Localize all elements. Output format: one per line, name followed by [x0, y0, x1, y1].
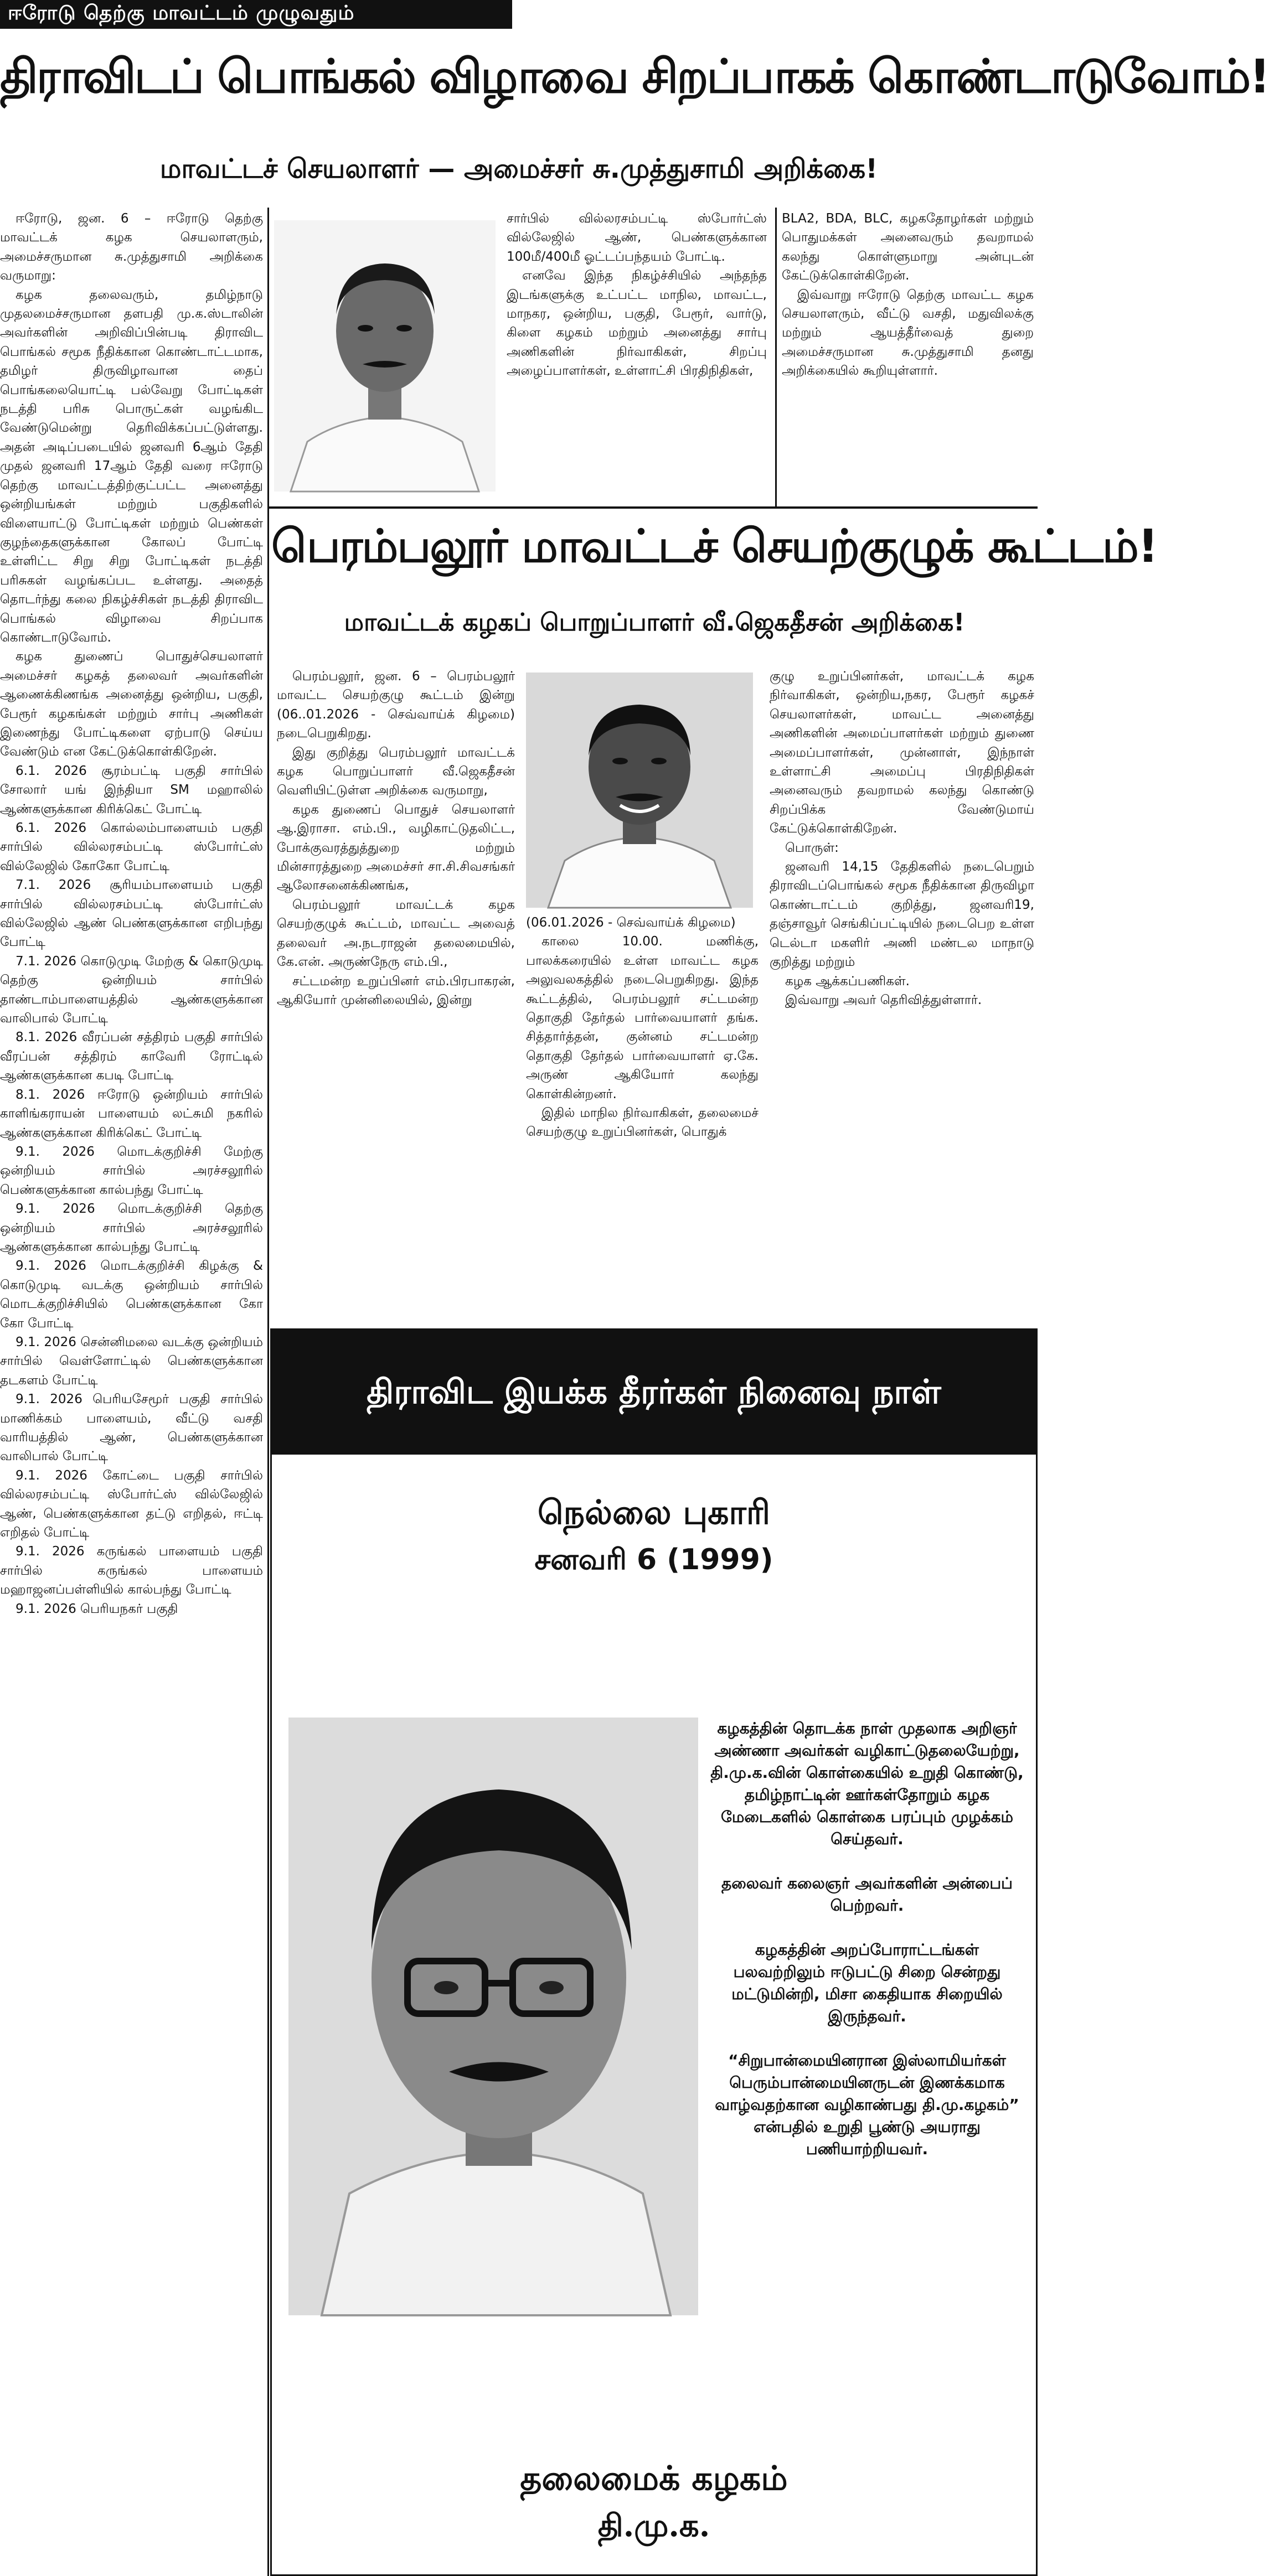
event-item: 9.1. 2026 மொடக்குறிச்சி கிழக்கு & கொடுமுடி வடக்கு ஒன்றியம் சார்பில் மொடக்குறிச்சியில் பெண்களுக்கான கோ கோ போட்டி	[0, 1259, 263, 1331]
event-item: 9.1. 2026 கருங்கல் பாளையம் பகுதி சார்பில் கருங்கல் பாளையம் மஹாஜனப்பள்ளியில் கால்பந்து போட்டி	[0, 1544, 263, 1597]
article2-headline: பெரம்பலூர் மாவட்டச் செயற்குழுக் கூட்டம்!	[271, 520, 1158, 573]
article2-paragraph: இது குறித்து பெரம்பலூர் மாவட்டக் கழக பொறுப்பாளர் வீ.ஜெகதீசன் வெளியிட்டுள்ள அறிக்கை வருமாறு,	[277, 745, 515, 798]
kicker-banner: ஈரோடு தெற்கு மாவட்டம் முழுவதும்	[0, 0, 512, 29]
article2-paragraph: பெரம்பலூர் மாவட்டக் கழக செயற்குழுக் கூட்டம், மாவட்ட அவைத் தலைவர் அ.நடராஜன் தலைமையில், கே.என். அருண்நேரு எம்.பி.,	[277, 897, 515, 970]
tribute-paragraph: கழகத்தின் அறப்போராட்டங்கள் பலவற்றிலும் ஈடுபட்டு சிறை சென்றது மட்டுமின்றி, மிசா கைதியாக சிறையில் இருந்தவர்.	[731, 1941, 1003, 2025]
event-item: 7.1. 2026 சூரியம்பாளையம் பகுதி சார்பில் வில்லரசம்பட்டி ஸ்போர்ட்ஸ் வில்லேஜில் ஆண் பெண்களுக்கான எறிபந்து போட்டி	[0, 878, 263, 950]
article1-column-2	[507, 209, 767, 497]
tribute-text	[709, 1718, 1025, 2326]
tribute-paragraph: கழகத்தின் தொடக்க நாள் முதலாக அறிஞர் அண்ணா அவர்கள் வழிகாட்டுதலையேற்று, தி.மு.க.வின் கொள்கையில் உறுதி கொண்டு, தமிழ்நாட்டின் ஊர்கள்தோறும் கழக மேடைகளில் கொள்கை பரப்பும் முழக்கம் செய்தவர்.	[710, 1719, 1024, 1848]
nellai-pukari-photo	[288, 1718, 698, 2315]
minister-photo	[274, 220, 496, 492]
event-item: 9.1. 2026 மொடக்குறிச்சி தெற்கு ஒன்றியம் சார்பில் அரச்சலூரில் ஆண்களுக்கான கால்பந்து போட்டி	[0, 1202, 263, 1254]
column-divider	[775, 208, 777, 506]
article2-paragraph: இவ்வாறு அவர் தெரிவித்துள்ளார்.	[785, 992, 982, 1007]
article2-column-2	[526, 913, 759, 1320]
article2-subhead: மாவட்டக் கழகப் பொறுப்பாளர் வீ.ஜெகதீசன் அறிக்கை!	[344, 608, 965, 637]
column-divider	[267, 208, 269, 2576]
article2-paragraph: கழக ஆக்கப்பணிகள்.	[785, 974, 910, 989]
article1-column-3	[782, 209, 1034, 497]
article2-paragraph: குழு உறுப்பினர்கள், மாவட்டக் கழக நிர்வாகிகள், ஒன்றிய,நகர, பேரூர் கழகச் செயலாளர்கள், மாவட்ட அனைத்து அணிகளின் அமைப்பாளர்கள் மற்றும் துணை அமைப்பாளர்கள், முன்னாள், இந்நாள் உள்ளாட்சி அமைப்பு பிரதிநிதிகள் அனைவரும் தவறாமல் கலந்து கொண்டு சிறப்பிக்க வேண்டுமாய் கேட்டுக்கொள்கிறேன்.	[770, 669, 1034, 836]
event-item: 6.1. 2026 கொல்லம்பாளையம் பகுதி சார்பில் வில்லரசம்பட்டி ஸ்போர்ட்ஸ் வில்லேஜில் கோகோ போட்டி	[0, 821, 263, 873]
article2-paragraph: சட்டமன்ற உறுப்பினர் எம்.பிரபாகரன், ஆகியோர் முன்னிலையில், இன்று	[277, 974, 515, 1007]
event-item: 9.1. 2026 மொடக்குறிச்சி மேற்கு ஒன்றியம் சார்பில் அரச்சலூரில் பெண்களுக்கான கால்பந்து போட்டி	[0, 1144, 263, 1197]
article1-paragraph: எனவே இந்த நிகழ்ச்சியில் அந்தந்த இடங்களுக்கு உட்பட்ட மாநில, மாவட்ட, மாநகர, ஒன்றிய, பகுதி, பேரூர், வார்டு, கிளை கழகம் மற்றும் அனைத்து சார்பு அணிகளின் நிர்வாகிகள், சிறப்பு அழைப்பாளர்கள், உள்ளாட்சி பிரதிநிதிகள்,	[507, 268, 767, 379]
article2-column-1	[277, 667, 515, 1320]
article1-paragraph: கழக துணைப் பொதுச்செயலாளர் அமைச்சர் கழகத் தலைவர் அவர்களின் ஆணைக்கிணங்க அனைத்து ஒன்றிய, பகுதி, பேரூர் கழகங்கள் மற்றும் சார்பு அணிகள் இணைந்து போட்டிகளை ஏற்பாடு செய்ய வேண்டும் என கேட்டுக்கொள்கிறேன்.	[0, 649, 263, 759]
article1-paragraph: இவ்வாறு ஈரோடு தெற்கு மாவட்ட கழக செயலாளரும், வீட்டு வசதி, மதுவிலக்கு மற்றும் ஆயத்தீர்வைத் துறை அமைச்சருமான சு.முத்துசாமி தனது அறிக்கையில் கூறியுள்ளார்.	[782, 287, 1034, 379]
tribute-paragraph: “சிறுபான்மையினரான இஸ்லாமியர்கள் பெரும்பான்மையினருடன் இணக்கமாக வாழ்வதற்கான வழிகாண்பது தி.மு.கழகம்” என்பதில் உறுதி பூண்டு அயராது பணியாற்றியவர்.	[715, 2051, 1019, 2158]
event-item: 9.1. 2026 பெரியசேமூர் பகுதி சார்பில் மாணிக்கம் பாளையம், வீட்டு வசதி வாரியத்தில் ஆண், பெண்களுக்கான வாலிபால் போட்டி	[0, 1392, 263, 1464]
article1-headline: திராவிடப் பொங்கல் விழாவை சிறப்பாகக் கொண்டாடுவோம்!	[0, 49, 1269, 104]
article1-paragraph: ஈரோடு, ஜன. 6 – ஈரோடு தெற்கு மாவட்டக் கழக செயலாளரும், அமைச்சருமான சு.முத்துசாமி அறிக்கை வருமாறு:	[0, 211, 263, 283]
event-item: 9.1. 2026 சென்னிமலை வடக்கு ஒன்றியம் சார்பில் வெள்ளோட்டில் பெண்களுக்கான தடகளம் போட்டி	[0, 1334, 263, 1388]
article1-column-1	[0, 209, 263, 2573]
portrait-illustration	[274, 220, 496, 492]
article2-paragraph: கழக துணைப் பொதுச் செயலாளர் ஆ.இராசா. எம்.பி., வழிகாட்டுதலிட்ட, போக்குவரத்துத்துறை மற்றும் மின்சாரத்துறை அமைச்சர் சா.சி.சிவசங்கர் ஆலோசனைக்கிணங்க,	[277, 802, 515, 893]
event-item: 9.1. 2026 கோட்டை பகுதி சார்பில் வில்லரசம்பட்டி ஸ்போர்ட்ஸ் வில்லேஜில் ஆண், பெண்களுக்கான தட்டு எறிதல், ஈட்டி எறிதல் போட்டி	[0, 1468, 263, 1540]
article1-paragraph: கழக தலைவரும், தமிழ்நாடு முதலமைச்சருமான தளபதி மு.க.ஸ்டாலின் அவர்களின் அறிவிப்பின்படி திராவிட பொங்கல் சமூக நீதிக்கான கொண்டாட்டமாக, தமிழர் திருவிழாவான தைப் பொங்கலையொட்டி பல்வேறு போட்டிகள் நடத்தி பரிசு பொருட்கள் வழங்கிட வேண்டுமென்று தெரிவிக்கப்பட்டுள்ளது. அதன் அடிப்படையில் ஜனவரி 6ஆம் தேதி முதல் ஜனவரி 17ஆம் தேதி வரை ஈரோடு தெற்கு மாவட்டத்திற்குட்பட்ட அனைத்து ஒன்றியங்கள் மற்றும் பகுதிகளில் விளையாட்டு போட்டிகள் மற்றும் பெண்கள் குழந்தைகளுக்கான கோலப் போட்டி உள்ளிட்ட சிறு சிறு போட்டிகள் நடத்தி பரிசுகள் வழங்கப்பட உள்ளது. அதைத் தொடர்ந்து கலை நிகழ்ச்சிகள் நடத்தி திராவிட பொங்கல் விழாவை சிறப்பாக கொண்டாடுவோம்.	[0, 287, 263, 645]
event-item: 6.1. 2026 சூரம்பட்டி பகுதி சார்பில் சோலார் யங் இந்தியா SM மஹாலில் ஆண்களுக்கான கிரிக்கெட் போட்டி	[0, 763, 263, 816]
tribute-banner: திராவிட இயக்க தீரர்கள் நினைவு நாள்	[272, 1330, 1036, 1455]
tribute-name: நெல்லை புகாரி	[537, 1493, 771, 1532]
section-divider	[267, 506, 1038, 509]
tribute-date: சனவரி 6 (1999)	[534, 1543, 773, 1576]
event-item: 8.1. 2026 ஈரோடு ஒன்றியம் சார்பில் காளிங்கராயன் பாளையம் லட்சுமி நகரில் ஆண்களுக்கான கிரிக்கெட் போட்டி	[0, 1087, 263, 1140]
signature-line-1: தலைமைக் கழகம்	[520, 2459, 788, 2498]
article2-paragraph: காலை 10.00. மணிக்கு, பாலக்கரையில் உள்ள மாவட்ட கழக அலுவலகத்தில் நடைபெறுகிறது. இந்த கூட்டத்தில், பெரம்பலூர் சட்டமன்ற தொகுதி தேர்தல் பார்வையாளர் தங்க. சித்தார்த்தன், குன்னம் சட்டமன்ற தொகுதி தேர்தல் பார்வையாளர் ஏ.கே. அருண் ஆகியோர் கலந்து கொள்கின்றனர்.	[526, 934, 759, 1101]
article2-paragraph: (06.01.2026 - செவ்வாய்க் கிழமை)	[526, 915, 736, 930]
signature-line-2: தி.மு.க.	[597, 2507, 710, 2544]
jegatheesan-photo	[526, 673, 753, 908]
article1-subhead: மாவட்டச் செயலாளர் — அமைச்சர் சு.முத்துசாமி அறிக்கை!	[159, 153, 878, 184]
event-item: 9.1. 2026 பெரியநகர் பகுதி	[16, 1601, 178, 1616]
article2-column-3	[770, 667, 1034, 1320]
event-item: 7.1. 2026 கொடுமுடி மேற்கு & கொடுமுடி தெற்கு ஒன்றியம் சார்பில் தாண்டாம்பாளையத்தில் ஆண்களுக்கான வாலிபால் போட்டி	[0, 954, 263, 1026]
article2-paragraph: பெரம்பலூர், ஜன. 6 – பெரம்பலூர் மாவட்ட செயற்குழு கூட்டம் இன்று (06..01.2026 - செவ்வாய்க் கிழமை) நடைபெறுகிறது.	[277, 669, 515, 741]
article1-paragraph: சார்பில் வில்லரசம்பட்டி ஸ்போர்ட்ஸ் வில்லேஜில் ஆண், பெண்களுக்கான 100மீ/400மீ ஓட்டப்பந்தயம் போட்டி.	[507, 211, 767, 264]
article2-paragraph: ஜனவரி 14,15 தேதிகளில் நடைபெறும் திராவிடப்பொங்கல் சமூக நீதிக்கான திருவிழா கொண்டாட்டம் குறித்து, ஜனவரி19, தஞ்சாவூர் செங்கிப்பட்டியில் நடைபெற உள்ள டெல்டா மகளிர் அணி மண்டல மாநாடு குறித்து மற்றும்	[770, 860, 1034, 970]
tribute-paragraph: தலைவர் கலைஞர் அவர்களின் அன்பைப் பெற்றவர்.	[721, 1874, 1013, 1915]
portrait-illustration	[288, 1718, 698, 2315]
article2-paragraph: பொருள்:	[785, 840, 839, 855]
portrait-illustration	[526, 673, 753, 908]
event-item: 8.1. 2026 வீரப்பன் சத்திரம் பகுதி சார்பில் வீரப்பன் சத்திரம் காவேரி ரோட்டில் ஆண்களுக்கான கபடி போட்டி	[0, 1030, 263, 1083]
article2-paragraph: இதில் மாநில நிர்வாகிகள், தலைமைச் செயற்குழு உறுப்பினர்கள், பொதுக்	[526, 1106, 759, 1140]
tribute-box	[270, 1328, 1038, 2576]
article1-paragraph: BLA2, BDA, BLC, கழகதோழர்கள் மற்றும் பொதுமக்கள் அனைவரும் தவறாமல் கலந்து கொள்ளுமாறு அன்புடன் கேட்டுக்கொள்கிறேன்.	[782, 211, 1034, 283]
